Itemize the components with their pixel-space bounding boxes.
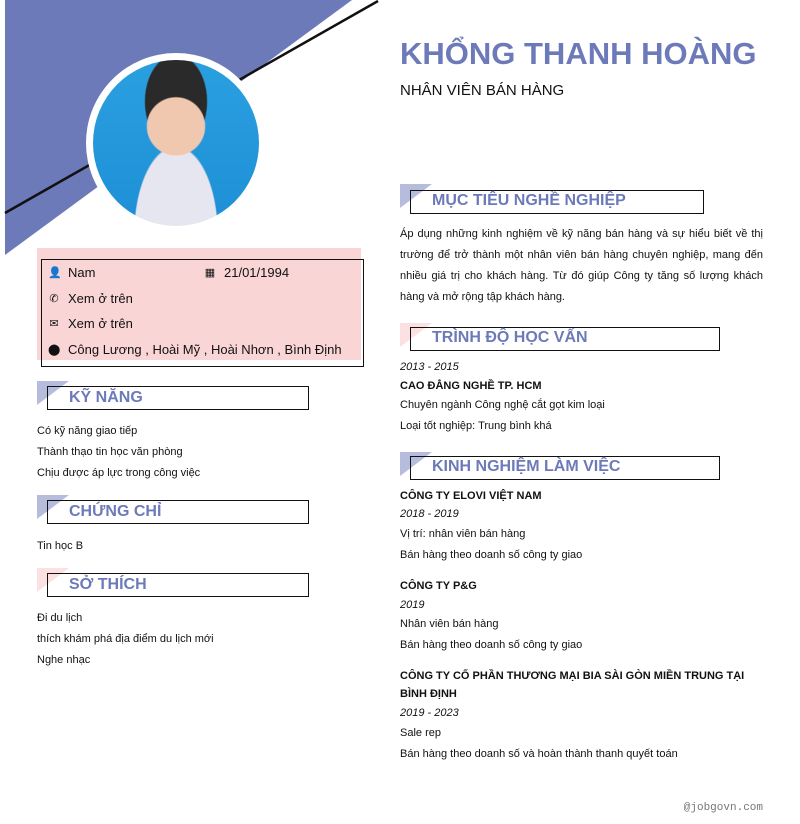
hobby-item: Đi du lịch <box>37 612 83 624</box>
skill-item: Chịu được áp lực trong công việc <box>37 467 201 479</box>
objective-title: MỤC TIÊU NGHỀ NGHIỆP <box>432 192 626 209</box>
skills-title: KỸ NĂNG <box>69 389 143 406</box>
job-position: Sale rep <box>400 727 441 739</box>
education-grade: Loại tốt nghiệp: Trung bình khá <box>400 420 552 432</box>
education-title: TRÌNH ĐỘ HỌC VẤN <box>432 329 588 346</box>
education-school: CAO ĐẲNG NGHỀ TP. HCM <box>400 380 542 392</box>
birthday-row <box>204 265 289 280</box>
address: Công Lương , Hoài Mỹ , Hoài Nhơn , Bình Định <box>68 342 342 357</box>
calendar-icon: ▦ <box>204 266 216 279</box>
hobbies-title: SỞ THÍCH <box>69 576 147 593</box>
candidate-name: KHỔNG THANH HOÀNG <box>400 36 757 71</box>
education-period: 2013 - 2015 <box>400 361 459 373</box>
email-row <box>48 316 133 331</box>
job-description: Bán hàng theo doanh số và hoàn thành thanh quyết toán <box>400 748 678 760</box>
skill-item: Thành thạo tin học văn phòng <box>37 446 183 458</box>
avatar <box>86 53 266 233</box>
phone: Xem ở trên <box>68 291 133 306</box>
job-period: 2018 - 2019 <box>400 508 459 520</box>
gender-row <box>48 265 95 280</box>
job-description: Bán hàng theo doanh số công ty giao <box>400 639 583 651</box>
email: Xem ở trên <box>68 316 133 331</box>
job-company: CÔNG TY ELOVI VIỆT NAM <box>400 490 542 502</box>
hobby-item: thích khám phá địa điểm du lịch mới <box>37 633 214 645</box>
candidate-role: NHÂN VIÊN BÁN HÀNG <box>400 82 565 99</box>
hobby-item: Nghe nhạc <box>37 654 91 666</box>
experience-title: KINH NGHIỆM LÀM VIỆC <box>432 458 621 475</box>
phone-row <box>48 291 133 306</box>
gender: Nam <box>68 265 96 280</box>
user-icon: 👤 <box>48 266 62 279</box>
map-pin-icon: ⬤ <box>48 343 61 356</box>
job-position: Vị trí: nhân viên bán hàng <box>400 528 526 540</box>
objective-text: Áp dụng những kinh nghiệm về kỹ năng bán hàng và sự hiểu biết về thị trường để trở thành một nhân viên bán hàng chuyên nghiệp, mang đến nhiều giá trị cho khách hàng. Từ đó giúp Công ty tăng số lượng khách hàng và mở rộng tập khách hàng. <box>400 228 763 303</box>
job-description: Bán hàng theo doanh số công ty giao <box>400 549 583 561</box>
certs-title: CHỨNG CHỈ <box>69 503 162 520</box>
birthday: 21/01/1994 <box>224 265 290 280</box>
job-company: CÔNG TY P&G <box>400 580 477 592</box>
job-company: CÔNG TY CỐ PHẦN THƯƠNG MẠI BIA SÀI GÒN MIỀN TRUNG TẠI BÌNH ĐỊNH <box>400 670 745 700</box>
skill-item: Có kỹ năng giao tiếp <box>37 425 138 437</box>
cert-item: Tin học B <box>37 540 84 552</box>
envelope-icon: ✉ <box>49 317 59 330</box>
watermark: @jobgovn.com <box>683 802 763 814</box>
education-major: Chuyên ngành Công nghệ cắt gọt kim loại <box>400 399 605 411</box>
address-row <box>48 342 342 357</box>
job-position: Nhân viên bán hàng <box>400 618 499 630</box>
job-period: 2019 <box>400 599 425 611</box>
job-period: 2019 - 2023 <box>400 707 459 719</box>
phone-icon: ✆ <box>49 292 59 305</box>
